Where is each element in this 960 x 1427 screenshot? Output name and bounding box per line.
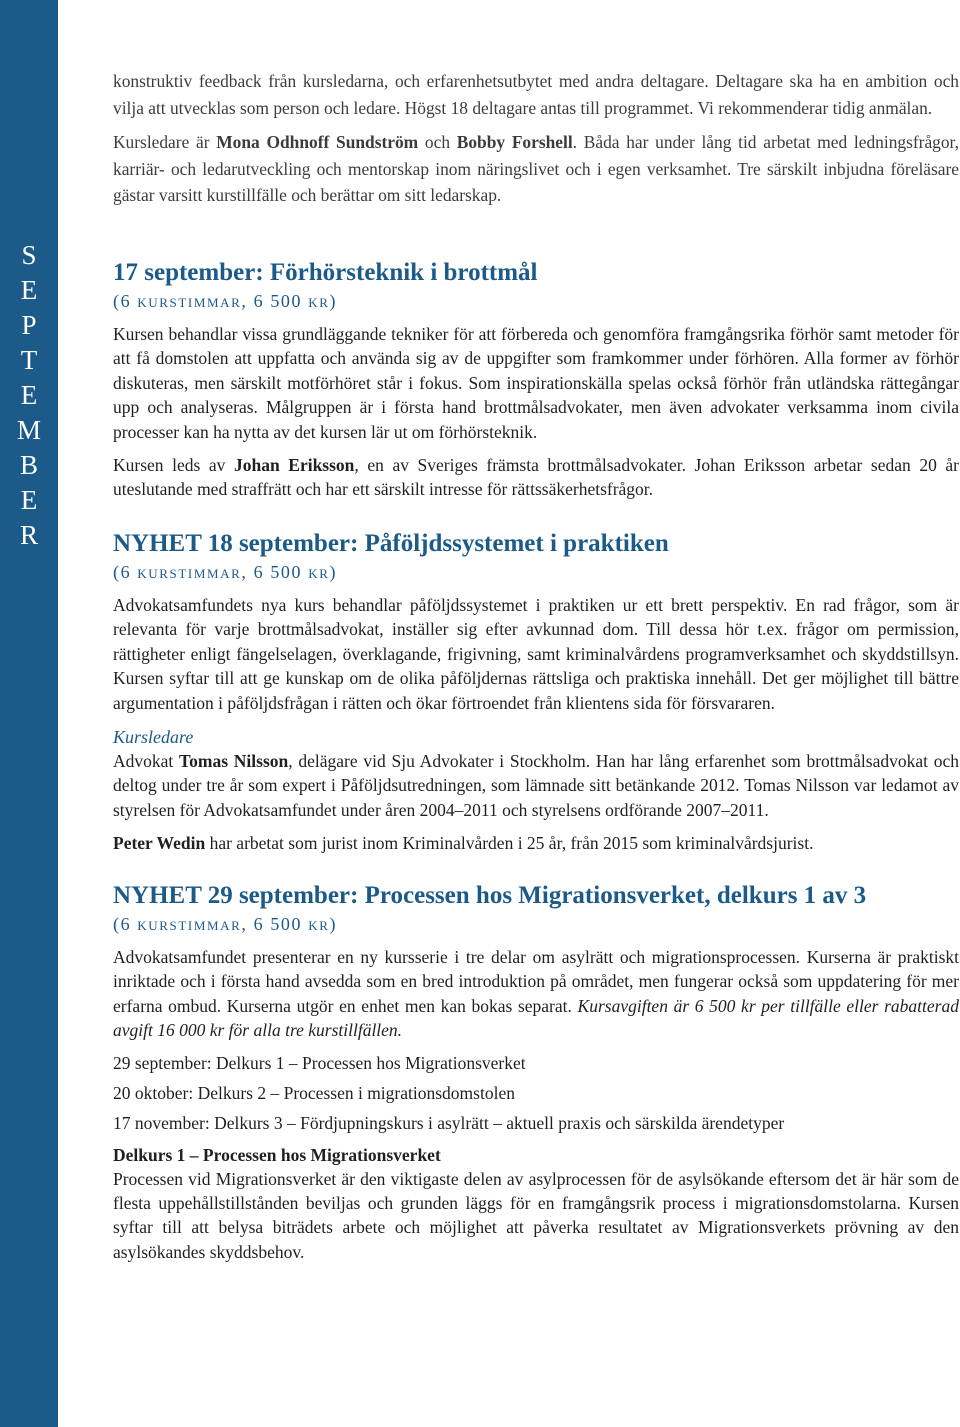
course-description [113, 945, 959, 1043]
leader-name: Tomas Nilsson [179, 751, 289, 772]
text-run: , delägare vid Sju Advokater i Stockholm. Han har lång erfarenhet som brottmålsadvokat och deltog under tre år som expert i Påföljdsutredningen, som lämnade sitt betänkande 2012. Tomas Nilsson var ledamot av styrelsen för Advokatsamfundet under åren 2004–2011 och styrelsens ordförande 2007–2011. [113, 751, 959, 820]
text-run: Advokat [113, 751, 180, 772]
subcourse-description: Processen vid Migrationsverket är den viktigaste delen av asylprocessen för de asylsökande eftersom det är här som de flesta uppehållstillstånden beviljas och grunden läggs för en framgångsrik process i migrationsdomstolarna. Kursen syftar till att belysa biträdets arbete och möjlighet att påverka resultatet av Migrationsverkets prövning av den asylsökandes skyddsbehov. [113, 1168, 959, 1262]
month-letter: T [20, 345, 38, 375]
month-letter: R [19, 520, 38, 550]
leader-name: Johan Eriksson [233, 455, 355, 476]
intro-section [113, 68, 959, 209]
month-letter: B [19, 450, 38, 480]
text-run: och [418, 132, 457, 152]
month-letter: S [21, 240, 37, 270]
price-note: Kursavgiften är 6 500 kr per tillfälle eller rabatterad avgift 16 000 kr för alla tre kurstillfällen. [113, 995, 959, 1041]
course-pafoljdssystemet [113, 529, 959, 856]
month-label [0, 238, 58, 553]
intro-paragraph: konstruktiv feedback från kursledarna, och erfarenhetsutbytet med andra deltagare. Deltagare ska ha en ambition och vilja att utvecklas som person och ledare. Högst 18 deltagare antas till programmet. Vi rekommenderar tidig anmälan. [113, 71, 959, 118]
course-description: Kursen behandlar vissa grundläggande tekniker för att förbereda och genomföra framgångsrika förhör samt metoder för att få domstolen att uppfatta och använda sig av de uppgifter som framkommer under förhören. Alla former av förhör diskuteras, men särskilt motförhöret står i fokus. Som inspirationskälla spelas också förhör från utländska rättegångar upp och analyseras. Målgruppen är i första hand brottmålsadvokater, men även advokater verksamma inom civila processer kan ha nytta av det kursen lär ut om förhörsteknik. [113, 324, 959, 442]
month-letter: P [21, 310, 37, 340]
schedule-item: 17 november: Delkurs 3 – Fördjupningskurs i asylrätt – aktuell praxis och särskilda ärendetyper [113, 1112, 785, 1133]
month-letter: E [20, 275, 38, 305]
course-leader-paragraph [113, 831, 959, 855]
leader-name: Peter Wedin [113, 833, 206, 854]
schedule-item: 29 september: Delkurs 1 – Processen hos Migrationsverket [113, 1052, 526, 1073]
text-run: . Båda har under lång tid arbetat med ledningsfrågor, karriär- och ledarutveckling och mentorskap inom näringslivet och i egen verksamhet. Tre särskilt inbjudna föreläsare gästar varsitt kurstillfälle och berättar om sitt ledarskap. [113, 132, 959, 205]
course-meta: (6 kurstimmar, 6 500 kr) [113, 914, 338, 934]
course-title: NYHET 18 september: Påföljdssystemet i praktiken [113, 530, 669, 557]
course-description: Advokatsamfundets nya kurs behandlar påföljdssystemet i praktiken ur ett brett perspektiv. En rad frågor, som är relevanta för varje brottmålsadvokat, inställer sig efter avkunnad dom. Till dessa hör t.ex. frågor om permission, rättigheter enligt fängelselagen, överklagande, frigivning, samt kriminalvårdens programverksamhet och skyddstillsyn. Kursen syftar till att ge kunskap om de olika påföljdernas rättsliga och praktiska innehåll. Det ger möjlighet till bättre argumentation i påföljdsfrågan i rätten och ökar förtroendet från klientens sida för försvararen. [113, 595, 959, 713]
leader-name: Bobby Forshell [456, 132, 573, 152]
leader-name: Mona Odhnoff Sundström [216, 132, 419, 152]
course-forhorsteknik [113, 258, 959, 502]
course-leaders-heading: Kursledare [113, 727, 194, 748]
text-run: Kursledare är [113, 132, 217, 152]
month-sidebar [0, 0, 58, 1427]
text-run: Kursen leds av [113, 455, 234, 476]
subcourse-heading: Delkurs 1 – Processen hos Migrationsverket [113, 1144, 441, 1165]
course-meta: (6 kurstimmar, 6 500 kr) [113, 291, 338, 311]
course-leader-paragraph [113, 453, 959, 502]
course-meta: (6 kurstimmar, 6 500 kr) [113, 562, 338, 582]
month-letter: E [20, 380, 38, 410]
schedule-item: 20 oktober: Delkurs 2 – Processen i migrationsdomstolen [113, 1082, 515, 1103]
course-leader-paragraph [113, 749, 959, 822]
text-run: har arbetat som jurist inom Kriminalvården i 25 år, från 2015 som kriminalvårdsjurist. [205, 833, 814, 854]
course-title: 17 september: Förhörsteknik i brottmål [113, 259, 538, 286]
text-run: Advokatsamfundet presenterar en ny kursserie i tre delar om asylrätt och migrationsprocessen. Kurserna är praktiskt inriktade och i första hand avsedda som en bred introduktion på området, men fungerar också som uppdatering för mer erfarna ombud. Kurserna utgör en enhet men kan bokas separat. [113, 947, 959, 1016]
course-migrationsverket [113, 881, 959, 1264]
intro-course-leaders [113, 129, 959, 209]
text-run: , en av Sveriges främsta brottmålsadvokater. Johan Eriksson arbetar sedan 20 år uteslutande med straffrätt och har ett särskilt intresse för rättssäkerhetsfrågor. [113, 455, 959, 500]
course-title: NYHET 29 september: Processen hos Migrationsverket, delkurs 1 av 3 [113, 882, 867, 909]
month-letter: E [20, 485, 38, 515]
month-letter: M [16, 415, 41, 445]
